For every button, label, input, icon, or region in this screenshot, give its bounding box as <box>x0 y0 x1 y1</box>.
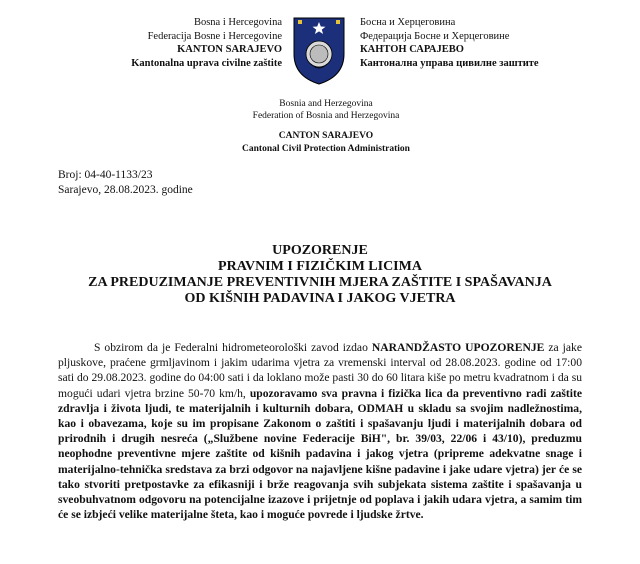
canton-name-cyrillic: КАНТОН САРАЈЕВО <box>360 44 464 55</box>
country-name-latin: Bosna i Hercegovina <box>193 17 282 28</box>
federation-name-cyrillic: Федерација Босне и Херцеговине <box>360 30 510 42</box>
document-body <box>58 340 582 522</box>
body-text-forecast: za jake pljuskove, praćene grmljavinom i jakim udarima vjetra za vremenski interval od 28.08.2023. godine od 17:00 sati do 29.08.2023. godine do 04:00 sati i da loklano može pasti 30 do 60 litara kiše po metru kvadratnom i da su mogući udari vjetra brzine 50-70 km/h, <box>58 341 582 400</box>
canton-name-latin: KANTON SARAJEVO <box>177 44 282 55</box>
document-reference <box>58 168 193 198</box>
document-title <box>40 243 600 307</box>
header-right-cyrillic <box>360 16 620 70</box>
canton-name-english: CANTON SARAJEVO <box>278 131 374 142</box>
title-line-3: ZA PREDUZIMANJE PREVENTIVNIH MJERA ZAŠTITE I SPAŠAVANJA <box>88 275 552 290</box>
title-line-1: UPOZORENJE <box>272 243 368 258</box>
body-text-instructions: upozoravamo sva pravna i fizička lica da preventivno radi zaštite zdravlja i života ljudi, te materijalnih i kulturnih dobara, ODMAH u skladu sa svojim nadležnostima, kao i obavezama, koje su im propisane Zakonom o zaštiti i spašavanju ljudi i materijalnih dobara od prirodnih i drugih nesreća („Službene novine Federacije BiH", br. 39/03, 22/06 i 43/10), preduzmu neophodne preventivne mjere zaštite od kišnih padavina i jakog vjetra (pripreme adekvatne snage i materijalno-tehnička sredstava za brzi odgovor na najavljene kišne padavine i jake udare vjetra) jer će se tako stvoriti pretpostavke za efikasniji i brže reagovanja svih subjekata sistema zaštite i spašavanja u sveobuhvatnom odgovoru na potencijalne izazove i prijetnje od poplava i jakih udara vjetra, a samim tim će se izbjeći velike materijalne šteta, kao i moguće povrede i ljudske žrtve. <box>58 386 582 522</box>
header-left-latin <box>60 16 282 70</box>
administration-name-latin: Kantonalna uprava civilne zaštite <box>131 57 282 69</box>
body-warning-level: NARANDŽASTO UPOZORENJE <box>371 341 545 354</box>
federation-name-english: Federation of Bosnia and Herzegovina <box>252 111 400 122</box>
title-line-4: OD KIŠNIH PADAVINA I JAKOG VJETRA <box>184 291 456 306</box>
title-line-2: PRAVNIM I FIZIČKIM LICIMA <box>218 259 422 274</box>
coat-of-arms-icon <box>290 14 348 86</box>
country-name-cyrillic: Босна и Херцеговина <box>360 17 456 28</box>
document-number: Broj: 04-40-1133/23 <box>58 169 153 181</box>
country-name-english: Bosnia and Herzegovina <box>279 99 373 109</box>
body-text-intro: S obzirom da je Federalni hidrometeorološki zavod izdao <box>94 341 372 354</box>
document-place-date: Sarajevo, 28.08.2023. godine <box>58 184 193 196</box>
administration-name-cyrillic: Кантонална управа цивилне заштите <box>360 57 539 69</box>
header-english <box>130 98 522 155</box>
administration-name-english: Cantonal Civil Protection Administration <box>242 143 410 154</box>
federation-name-latin: Federacija Bosne i Hercegovine <box>147 30 282 42</box>
